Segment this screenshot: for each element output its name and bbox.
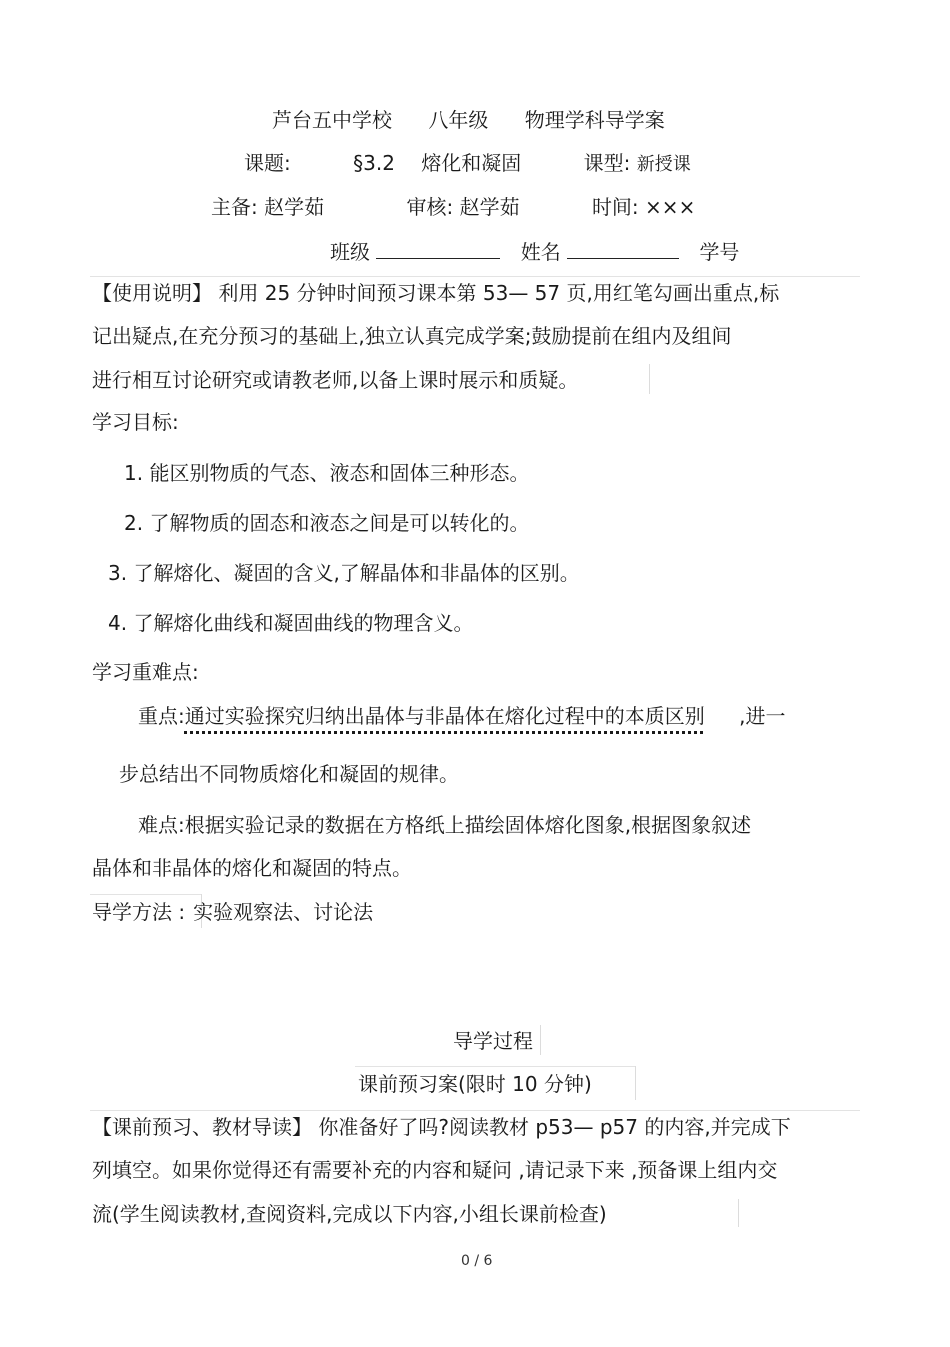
preview-top-rule [90, 1110, 860, 1111]
header-title [272, 110, 665, 130]
name-blank[interactable] [567, 240, 679, 259]
preview-line-2: 列填空。如果你觉得还有需要补充的内容和疑问 ,请记录下来 ,预备课上组内交 [92, 1158, 778, 1182]
topic-title: 熔化和凝固 [421, 151, 522, 175]
hard-point-line-1: 难点:根据实验记录的数据在方格纸上描绘固体熔化图象,根据图象叙述 [138, 813, 752, 837]
objective-item-4: 4. 了解熔化曲线和凝固曲线的物理含义。 [108, 611, 474, 635]
grade-label: 八年级 [428, 108, 489, 132]
topic-section: §3.2 [353, 151, 395, 175]
name-label: 姓名 [520, 240, 561, 264]
process-title: 导学过程 [453, 1029, 533, 1053]
hard-point-line-2: 晶体和非晶体的熔化和凝固的特点。 [92, 856, 412, 880]
key-point-label: 重点: [138, 704, 185, 728]
usage-line-3: 进行相互讨论研究或请教老师,以备上课时展示和质疑。 [92, 368, 579, 392]
author-name: 赵学茹 [264, 195, 325, 219]
process-title-rule [540, 1025, 541, 1055]
method-top-rule [90, 894, 202, 895]
usage-right-rule [649, 364, 650, 394]
method-line [92, 902, 373, 922]
type-value: 新授课 [636, 154, 691, 175]
subject-label: 物理学科导学案 [524, 108, 665, 132]
preview-right-rule [738, 1199, 739, 1227]
process-subtitle-top-rule [355, 1066, 636, 1067]
staff-line [211, 197, 695, 217]
topic-label: 课题: [244, 151, 291, 175]
objectives-heading: 学习目标: [92, 410, 179, 434]
method-label: 导学方法 : [92, 900, 186, 924]
difficulties-heading: 学习重难点: [92, 660, 199, 684]
type-label: 课型: [583, 151, 631, 175]
author-label: 主备: [211, 195, 258, 219]
objective-item-1: 1. 能区别物质的气态、液态和固体三种形态。 [124, 461, 530, 485]
school-name: 芦台五中学校 [272, 108, 392, 132]
reviewer-name: 赵学茹 [459, 195, 520, 219]
usage-line-2: 记出疑点,在充分预习的基础上,独立认真完成学案;鼓励提前在组内及组间 [92, 324, 732, 348]
usage-line-1: 【使用说明】 利用 25 分钟时间预习课本第 53— 57 页,用红笔勾画出重点,标 [92, 281, 780, 305]
class-blank[interactable] [376, 240, 500, 259]
preview-line-3: 流(学生阅读教材,查阅资料,完成以下内容,小组长课前检查) [92, 1202, 607, 1226]
method-value: 实验观察法、讨论法 [193, 900, 374, 924]
key-point-line-1 [138, 706, 785, 726]
topic-line [244, 153, 691, 174]
page-number: 0 / 6 [461, 1253, 493, 1269]
key-point-line-2: 步总结出不同物质熔化和凝固的规律。 [119, 762, 459, 786]
class-label: 班级 [330, 240, 370, 264]
time-value: ××× [645, 195, 696, 219]
preview-line-1: 【课前预习、教材导读】 你准备好了吗?阅读教材 p53— p57 的内容,并完成下 [92, 1115, 791, 1139]
key-point-emphasis: 通过实验探究归纳出晶体与非晶体在熔化过程中的本质区别 [184, 704, 705, 728]
id-label: 学号 [699, 240, 740, 264]
key-point-tail: ,进一 [739, 704, 786, 728]
reviewer-label: 审核: [406, 195, 454, 219]
usage-top-rule [90, 276, 860, 277]
process-subtitle-rule [635, 1066, 636, 1100]
objective-item-2: 2. 了解物质的固态和液态之间是可以转化的。 [124, 511, 530, 535]
objective-item-3: 3. 了解熔化、凝固的含义,了解晶体和非晶体的区别。 [108, 561, 580, 585]
student-info-line [330, 240, 739, 262]
time-label: 时间: [591, 195, 639, 219]
process-subtitle: 课前预习案(限时 10 分钟) [358, 1072, 592, 1096]
